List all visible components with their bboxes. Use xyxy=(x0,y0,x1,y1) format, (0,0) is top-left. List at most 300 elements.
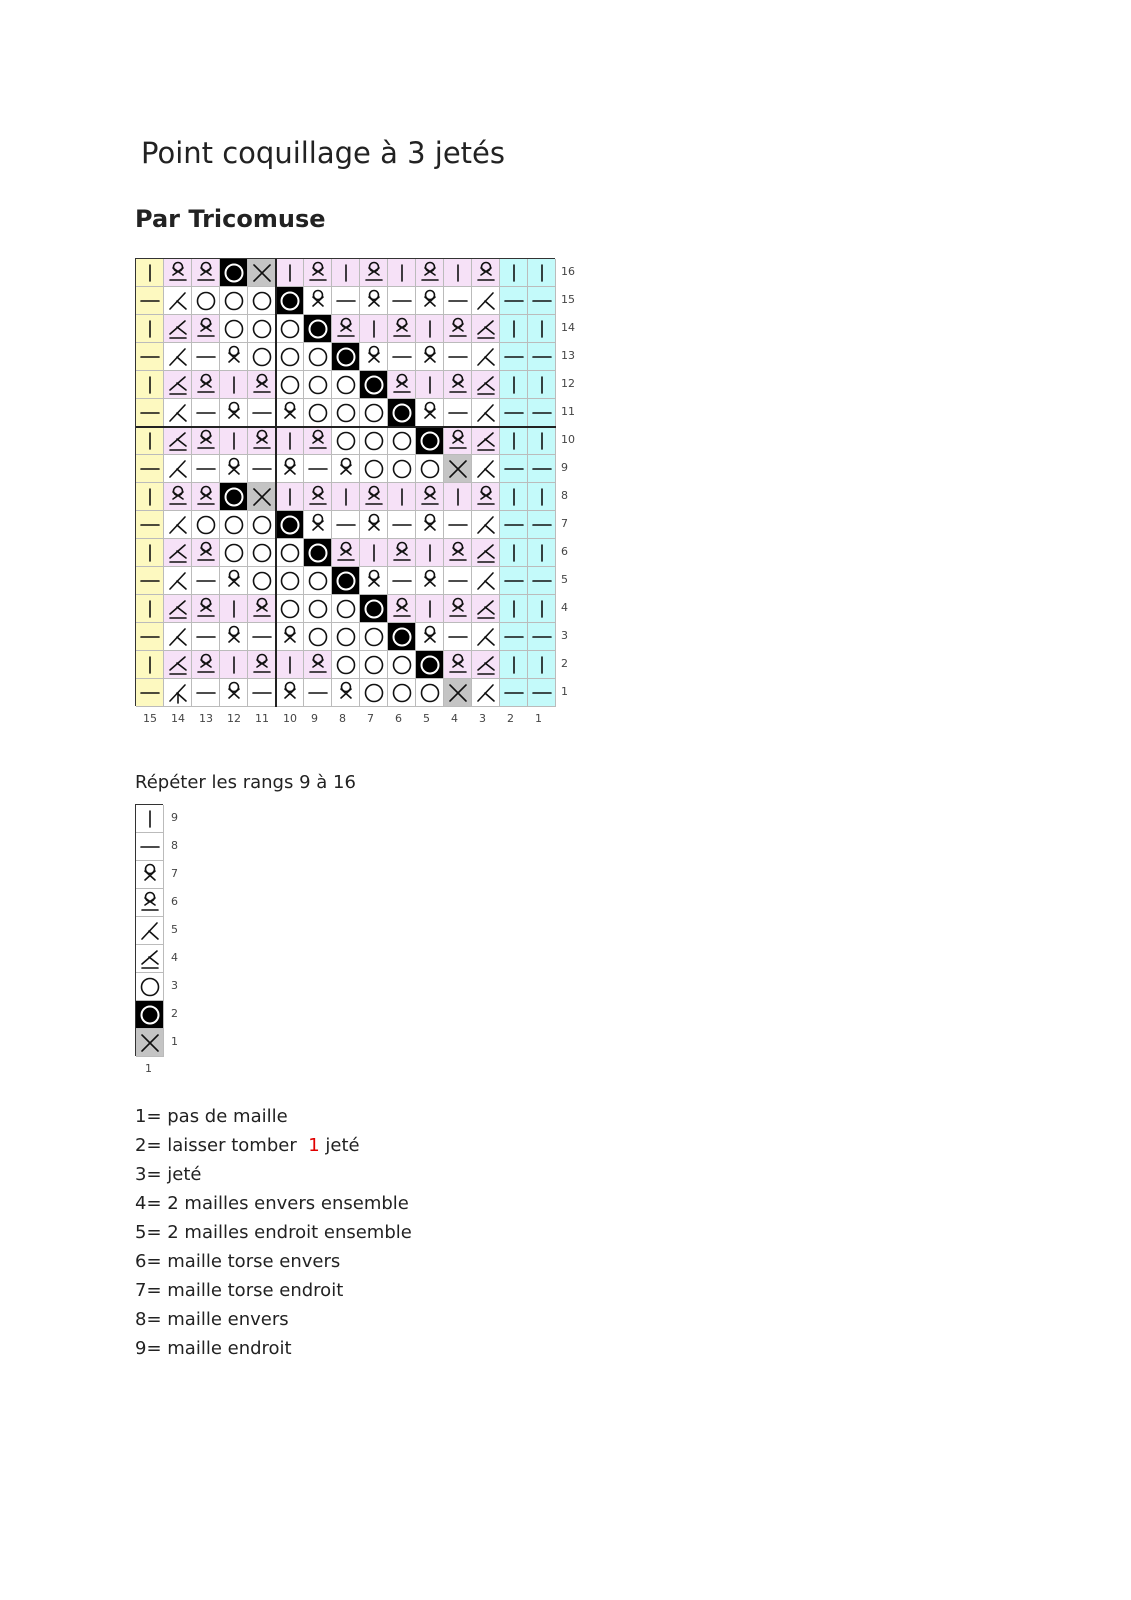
purl-icon xyxy=(136,833,164,861)
yarn-over-icon xyxy=(360,679,388,707)
twisted-knit-icon xyxy=(416,623,444,651)
knit-icon xyxy=(276,483,304,511)
chart-cell xyxy=(192,511,220,539)
knit-icon xyxy=(500,539,528,567)
column-label: 4 xyxy=(451,712,458,725)
knit-two-together-icon xyxy=(164,287,192,315)
knit-icon xyxy=(136,539,164,567)
twisted-purl-icon xyxy=(332,539,360,567)
chart-cell xyxy=(164,483,192,511)
no-stitch-icon xyxy=(444,455,472,483)
chart-cell xyxy=(472,651,500,679)
chart-cell xyxy=(388,679,416,707)
chart-cell xyxy=(220,595,248,623)
chart-cell xyxy=(472,259,500,287)
yarn-over-icon xyxy=(360,623,388,651)
knit-two-together-icon xyxy=(472,287,500,315)
chart-cell xyxy=(136,455,164,483)
purl-icon xyxy=(388,567,416,595)
row-label: 4 xyxy=(561,601,568,614)
twisted-purl-icon xyxy=(304,483,332,511)
yarn-over-icon xyxy=(332,371,360,399)
chart-cell xyxy=(276,427,304,455)
twisted-knit-icon xyxy=(276,679,304,707)
chart-cell xyxy=(164,371,192,399)
twisted-purl-icon xyxy=(304,427,332,455)
purl-icon xyxy=(332,287,360,315)
chart-cell xyxy=(360,511,388,539)
key-row-label: 1 xyxy=(171,1035,178,1048)
chart-cell xyxy=(136,399,164,427)
chart-cell xyxy=(192,623,220,651)
chart-cell xyxy=(472,315,500,343)
chart-cell xyxy=(360,259,388,287)
yarn-over-icon xyxy=(332,623,360,651)
chart-cell xyxy=(360,483,388,511)
chart-cell xyxy=(136,287,164,315)
twisted-purl-icon xyxy=(388,539,416,567)
chart-cell xyxy=(416,539,444,567)
chart-cell xyxy=(528,651,556,679)
knit-two-together-icon xyxy=(472,511,500,539)
chart-cell xyxy=(360,651,388,679)
chart-cell xyxy=(220,455,248,483)
yarn-over-icon xyxy=(276,567,304,595)
purl-icon xyxy=(528,287,556,315)
chart-cell xyxy=(528,343,556,371)
row-label: 8 xyxy=(561,489,568,502)
twisted-purl-icon xyxy=(416,259,444,287)
symbol-key xyxy=(135,804,163,1056)
chart-cell xyxy=(164,623,192,651)
knit-icon xyxy=(136,651,164,679)
twisted-purl-icon xyxy=(444,427,472,455)
legend-item xyxy=(135,1309,289,1330)
key-row-label: 9 xyxy=(171,811,178,824)
knit-icon xyxy=(136,595,164,623)
chart-cell xyxy=(304,539,332,567)
chart-cell xyxy=(416,399,444,427)
chart-cell xyxy=(332,651,360,679)
chart-cell xyxy=(500,651,528,679)
column-label: 13 xyxy=(199,712,213,725)
no-stitch-icon xyxy=(444,679,472,707)
twisted-knit-icon xyxy=(416,567,444,595)
chart-cell xyxy=(304,427,332,455)
knit-icon xyxy=(500,259,528,287)
yarn-over-icon xyxy=(388,651,416,679)
chart-cell xyxy=(220,287,248,315)
column-label: 14 xyxy=(171,712,185,725)
yarn-over-icon xyxy=(332,399,360,427)
chart-cell xyxy=(332,679,360,707)
yarn-over-icon xyxy=(220,315,248,343)
chart-cell xyxy=(248,539,276,567)
chart-cell xyxy=(220,427,248,455)
yarn-over-icon xyxy=(416,455,444,483)
chart-cell xyxy=(276,679,304,707)
chart-cell xyxy=(388,343,416,371)
purl-two-together-icon xyxy=(164,595,192,623)
yarn-over-icon xyxy=(248,343,276,371)
chart-cell xyxy=(192,455,220,483)
chart-cell xyxy=(416,427,444,455)
chart-cell xyxy=(416,595,444,623)
key-row-label: 8 xyxy=(171,839,178,852)
purl-icon xyxy=(136,399,164,427)
chart-cell xyxy=(248,595,276,623)
yarn-over-icon xyxy=(304,595,332,623)
purl-two-together-icon xyxy=(164,427,192,455)
twisted-purl-icon xyxy=(164,259,192,287)
purl-icon xyxy=(528,623,556,651)
twisted-purl-icon xyxy=(444,539,472,567)
yarn-over-icon xyxy=(360,651,388,679)
key-cell xyxy=(136,1029,164,1057)
knit-icon xyxy=(416,595,444,623)
chart-cell xyxy=(444,427,472,455)
twisted-purl-icon xyxy=(248,595,276,623)
knit-icon xyxy=(388,483,416,511)
chart-cell xyxy=(332,539,360,567)
twisted-knit-icon xyxy=(360,287,388,315)
chart-cell xyxy=(360,287,388,315)
chart-cell xyxy=(444,371,472,399)
twisted-knit-icon xyxy=(304,287,332,315)
knit-two-together-icon xyxy=(472,679,500,707)
chart-cell xyxy=(388,371,416,399)
twisted-purl-icon xyxy=(360,483,388,511)
chart-cell xyxy=(472,623,500,651)
chart-cell xyxy=(416,651,444,679)
chart-cell xyxy=(164,343,192,371)
drop-yarn-over-icon xyxy=(276,287,304,315)
legend-text: 2= laisser tomber xyxy=(135,1135,309,1156)
chart-cell xyxy=(276,315,304,343)
twisted-purl-icon xyxy=(192,427,220,455)
yarn-over-icon xyxy=(248,315,276,343)
knit-icon xyxy=(444,259,472,287)
chart-cell xyxy=(136,315,164,343)
column-label: 1 xyxy=(535,712,542,725)
chart-cell xyxy=(416,371,444,399)
knit-icon xyxy=(136,483,164,511)
twisted-purl-icon xyxy=(164,483,192,511)
chart-cell xyxy=(248,567,276,595)
chart-cell xyxy=(332,427,360,455)
chart-cell xyxy=(164,511,192,539)
chart-cell xyxy=(276,595,304,623)
purl-icon xyxy=(500,623,528,651)
chart-cell xyxy=(192,679,220,707)
chart-divider xyxy=(136,426,556,428)
chart-cell xyxy=(332,287,360,315)
legend-text: 5= 2 mailles endroit ensemble xyxy=(135,1222,412,1243)
legend-text: 9= maille endroit xyxy=(135,1338,292,1359)
knit-icon xyxy=(528,651,556,679)
chart-cell xyxy=(276,511,304,539)
knit-icon xyxy=(500,315,528,343)
yarn-over-icon xyxy=(248,511,276,539)
chart-cell xyxy=(360,427,388,455)
drop-yarn-over-icon xyxy=(332,343,360,371)
chart-cell xyxy=(220,567,248,595)
chart-cell xyxy=(444,623,472,651)
chart-cell xyxy=(472,567,500,595)
drop-yarn-over-icon xyxy=(388,623,416,651)
knit-two-together-icon xyxy=(164,343,192,371)
row-label: 9 xyxy=(561,461,568,474)
purl-icon xyxy=(248,623,276,651)
twisted-knit-icon xyxy=(276,623,304,651)
chart-cell xyxy=(304,259,332,287)
yarn-over-icon xyxy=(248,287,276,315)
chart-cell xyxy=(220,399,248,427)
twisted-knit-icon xyxy=(220,567,248,595)
chart-cell xyxy=(472,287,500,315)
chart-cell xyxy=(332,567,360,595)
chart-cell xyxy=(444,259,472,287)
chart-cell xyxy=(500,511,528,539)
twisted-knit-icon xyxy=(220,679,248,707)
drop-yarn-over-icon xyxy=(332,567,360,595)
twisted-purl-icon xyxy=(192,315,220,343)
chart-cell xyxy=(500,343,528,371)
yarn-over-icon xyxy=(304,343,332,371)
twisted-knit-icon xyxy=(304,511,332,539)
chart-cell xyxy=(136,511,164,539)
chart-cell xyxy=(388,539,416,567)
column-label: 15 xyxy=(143,712,157,725)
key-cell xyxy=(136,917,164,945)
repeat-note: Répéter les rangs 9 à 16 xyxy=(135,772,356,793)
chart-cell xyxy=(164,455,192,483)
drop-yarn-over-icon xyxy=(276,511,304,539)
yarn-over-icon xyxy=(304,399,332,427)
chart-cell xyxy=(472,539,500,567)
chart-cell xyxy=(500,287,528,315)
knitting-chart xyxy=(135,258,555,706)
chart-cell xyxy=(472,399,500,427)
yarn-over-icon xyxy=(360,399,388,427)
purl-icon xyxy=(444,399,472,427)
chart-cell xyxy=(528,259,556,287)
purl-two-together-icon xyxy=(164,371,192,399)
chart-cell xyxy=(360,371,388,399)
chart-cell xyxy=(248,343,276,371)
chart-cell xyxy=(500,679,528,707)
twisted-purl-icon xyxy=(248,651,276,679)
purl-icon xyxy=(192,567,220,595)
key-cell xyxy=(136,861,164,889)
yarn-over-icon xyxy=(136,973,164,1001)
twisted-knit-icon xyxy=(220,455,248,483)
page-subtitle: Par Tricomuse xyxy=(135,205,326,233)
chart-cell xyxy=(416,259,444,287)
column-label: 8 xyxy=(339,712,346,725)
legend-text: 4= 2 mailles envers ensemble xyxy=(135,1193,409,1214)
yarn-over-icon xyxy=(276,539,304,567)
knit-icon xyxy=(444,483,472,511)
twisted-purl-icon xyxy=(248,371,276,399)
chart-cell xyxy=(332,455,360,483)
chart-cell xyxy=(248,259,276,287)
key-cell xyxy=(136,805,164,833)
chart-cell xyxy=(164,287,192,315)
knit-two-together-icon xyxy=(472,567,500,595)
column-label: 3 xyxy=(479,712,486,725)
no-stitch-icon xyxy=(248,259,276,287)
chart-cell xyxy=(220,483,248,511)
chart-cell xyxy=(192,343,220,371)
column-label: 5 xyxy=(423,712,430,725)
purl-icon xyxy=(136,623,164,651)
chart-cell xyxy=(220,651,248,679)
chart-cell xyxy=(248,399,276,427)
chart-cell xyxy=(276,623,304,651)
knit-two-together-icon xyxy=(164,511,192,539)
chart-cell xyxy=(164,679,192,707)
yarn-over-icon xyxy=(276,371,304,399)
knit-two-together-icon xyxy=(164,399,192,427)
purl-icon xyxy=(136,511,164,539)
chart-cell xyxy=(388,511,416,539)
purl-icon xyxy=(136,343,164,371)
knit-two-together-icon xyxy=(136,917,164,945)
chart-cell xyxy=(220,539,248,567)
knit-icon xyxy=(136,427,164,455)
chart-cell xyxy=(528,539,556,567)
chart-cell xyxy=(164,567,192,595)
twisted-knit-icon xyxy=(276,399,304,427)
knit-icon xyxy=(136,805,164,833)
knit-icon xyxy=(528,371,556,399)
twisted-knit-icon xyxy=(276,455,304,483)
key-column-label: 1 xyxy=(145,1062,152,1075)
twisted-purl-icon xyxy=(192,539,220,567)
chart-cell xyxy=(472,427,500,455)
chart-cell xyxy=(500,427,528,455)
column-label: 10 xyxy=(283,712,297,725)
chart-cell xyxy=(360,315,388,343)
purl-icon xyxy=(500,567,528,595)
chart-cell xyxy=(500,399,528,427)
knit-icon xyxy=(528,483,556,511)
yarn-over-icon xyxy=(304,567,332,595)
drop-yarn-over-icon xyxy=(416,427,444,455)
chart-cell xyxy=(248,651,276,679)
row-label: 7 xyxy=(561,517,568,530)
chart-cell xyxy=(136,623,164,651)
key-cell xyxy=(136,1001,164,1029)
purl-icon xyxy=(332,511,360,539)
twisted-purl-icon xyxy=(304,651,332,679)
knit-icon xyxy=(528,315,556,343)
knit-icon xyxy=(500,427,528,455)
purl-icon xyxy=(136,287,164,315)
knit-icon xyxy=(500,651,528,679)
purl-icon xyxy=(304,455,332,483)
chart-cell xyxy=(164,427,192,455)
chart-cell xyxy=(388,483,416,511)
knit-two-together-icon xyxy=(472,455,500,483)
knit-icon xyxy=(360,315,388,343)
chart-cell xyxy=(528,315,556,343)
knit-icon xyxy=(360,539,388,567)
chart-cell xyxy=(388,623,416,651)
twisted-purl-icon xyxy=(444,315,472,343)
knit-icon xyxy=(528,595,556,623)
knit-icon xyxy=(136,315,164,343)
chart-cell xyxy=(248,511,276,539)
row-label: 5 xyxy=(561,573,568,586)
legend-text: 6= maille torse envers xyxy=(135,1251,341,1272)
chart-cell xyxy=(416,623,444,651)
no-stitch-icon xyxy=(136,1029,164,1057)
chart-cell xyxy=(444,567,472,595)
yarn-over-icon xyxy=(276,595,304,623)
yarn-over-icon xyxy=(388,455,416,483)
chart-cell xyxy=(248,287,276,315)
key-cell xyxy=(136,945,164,973)
chart-cell xyxy=(416,483,444,511)
knit-icon xyxy=(500,595,528,623)
chart-cell xyxy=(500,595,528,623)
twisted-purl-icon xyxy=(416,483,444,511)
key-cell xyxy=(136,973,164,1001)
knit-icon xyxy=(500,483,528,511)
chart-cell xyxy=(444,651,472,679)
knit-icon xyxy=(388,259,416,287)
yarn-over-icon xyxy=(220,539,248,567)
purl-icon xyxy=(136,567,164,595)
chart-cell xyxy=(444,399,472,427)
purl-icon xyxy=(192,343,220,371)
drop-yarn-over-icon xyxy=(416,651,444,679)
knit-icon xyxy=(276,651,304,679)
chart-cell xyxy=(332,315,360,343)
purl-two-together-icon xyxy=(164,651,192,679)
chart-cell xyxy=(528,623,556,651)
knit-icon xyxy=(416,315,444,343)
chart-cell xyxy=(528,595,556,623)
legend-text: 7= maille torse endroit xyxy=(135,1280,344,1301)
twisted-purl-icon xyxy=(472,259,500,287)
purl-icon xyxy=(500,679,528,707)
knit-icon xyxy=(500,371,528,399)
purl-icon xyxy=(304,679,332,707)
chart-cell xyxy=(248,455,276,483)
drop-yarn-over-icon xyxy=(360,595,388,623)
legend-text: 3= jeté xyxy=(135,1164,202,1185)
drop-yarn-over-icon xyxy=(304,539,332,567)
column-label: 6 xyxy=(395,712,402,725)
chart-cell xyxy=(276,539,304,567)
twisted-purl-icon xyxy=(192,483,220,511)
chart-cell xyxy=(500,259,528,287)
purl-icon xyxy=(528,455,556,483)
purl-icon xyxy=(248,679,276,707)
yarn-over-icon xyxy=(360,427,388,455)
chart-cell xyxy=(220,623,248,651)
yarn-over-icon xyxy=(248,539,276,567)
chart-cell xyxy=(500,315,528,343)
chart-cell xyxy=(164,315,192,343)
chart-cell xyxy=(276,567,304,595)
knit-two-together-icon xyxy=(164,455,192,483)
knit-two-together-icon xyxy=(472,399,500,427)
chart-cell xyxy=(304,595,332,623)
